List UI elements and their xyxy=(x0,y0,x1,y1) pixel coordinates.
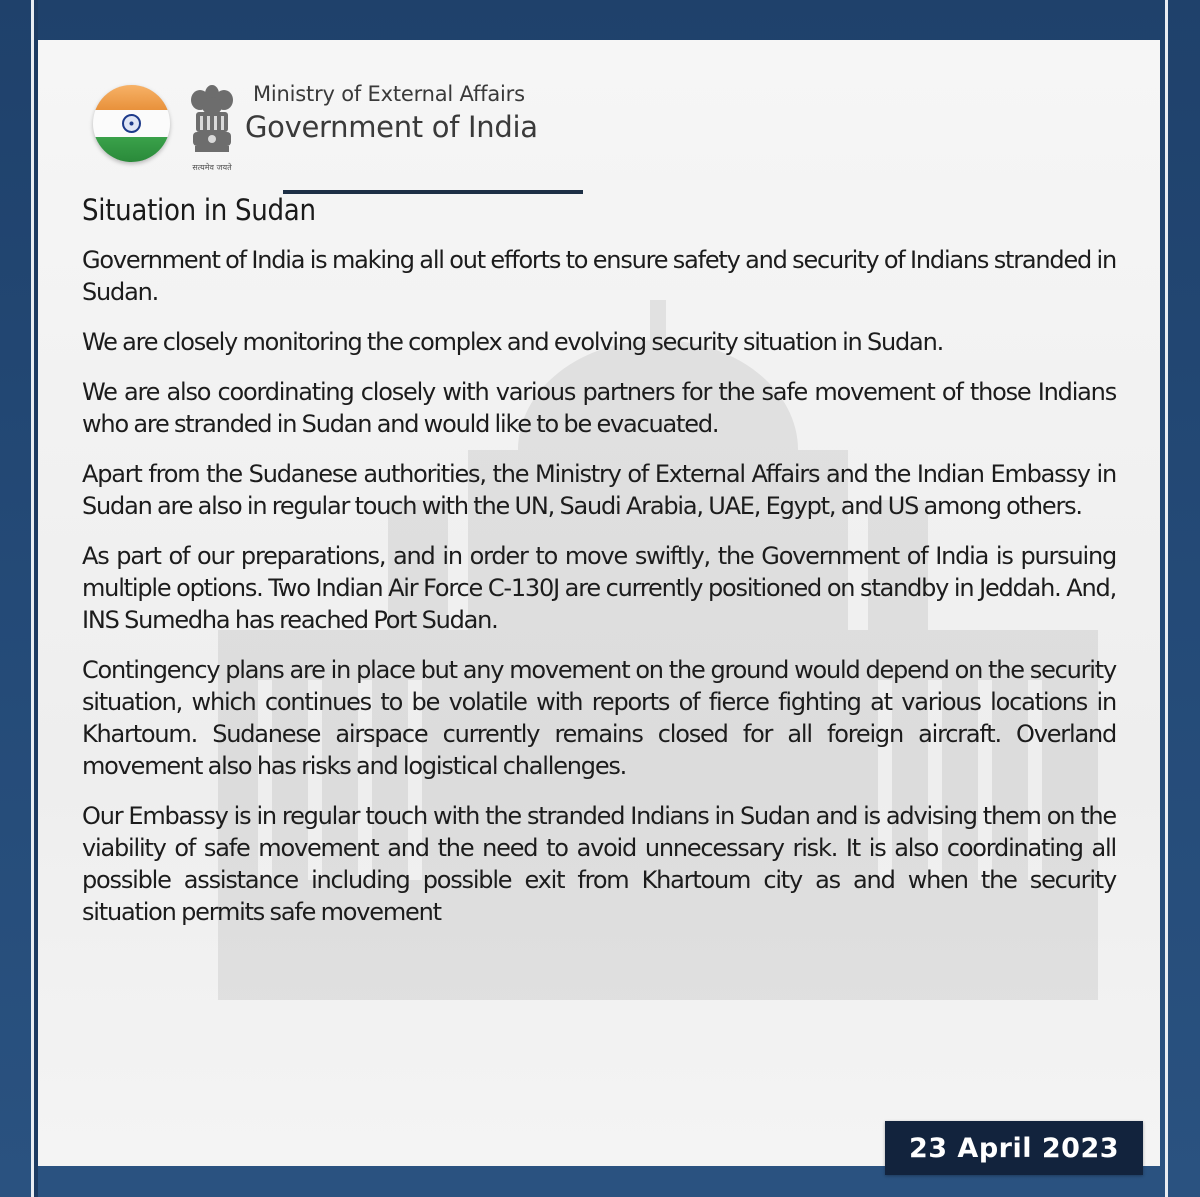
paragraph: Government of India is making all out efforts to ensure safety and security of Indians stranded in Sudan. xyxy=(82,246,1116,306)
paragraph: Contingency plans are in place but any movement on the ground would depend on the security situation, which continues to be volatile with reports of fierce fighting at various locations in Khartoum. Sudanese airspace currently remains closed for all foreign aircraft. Overland movement also has risks and logistical challenges. xyxy=(82,656,1116,780)
press-release-panel xyxy=(38,40,1160,1166)
paragraph: We are closely monitoring the complex and evolving security situation in Sudan. xyxy=(82,328,944,356)
date-badge: 23 April 2023 xyxy=(885,1121,1143,1175)
document-title: Situation in Sudan xyxy=(82,193,316,227)
ashoka-chakra-icon xyxy=(122,114,141,133)
ministry-name: Ministry of External Affairs xyxy=(253,82,525,106)
paragraph: Apart from the Sudanese authorities, the Ministry of External Affairs and the Indian Embassy in Sudan are also in regular touch with the UN, Saudi Arabia, UAE, Egypt, and US among others. xyxy=(82,460,1116,520)
government-name: Government of India xyxy=(245,110,538,144)
paragraph: Our Embassy is in regular touch with the stranded Indians in Sudan and is advising them on the viability of safe movement and the need to avoid unnecessary risk. It is also coordinating all possible assistance including possible exit from Khartoum city as and when the security situation permits safe movement xyxy=(82,802,1116,926)
frame-border-right xyxy=(1165,0,1168,1197)
ministry-header xyxy=(93,80,613,200)
india-flag-icon xyxy=(93,85,170,162)
press-release-content xyxy=(82,192,1116,946)
paragraph: As part of our preparations, and in order to move swiftly, the Government of India is pursuing multiple options. Two Indian Air Force C-130J are currently positioned on standby in Jeddah. And, INS Sumedha has reached Port Sudan. xyxy=(82,542,1116,634)
national-emblem-icon xyxy=(185,80,239,174)
paragraph: We are also coordinating closely with various partners for the safe movement of those Indians who are stranded in Sudan and would like to be evacuated. xyxy=(82,378,1116,438)
emblem-motto: सत्यमेव जयते xyxy=(192,163,232,172)
